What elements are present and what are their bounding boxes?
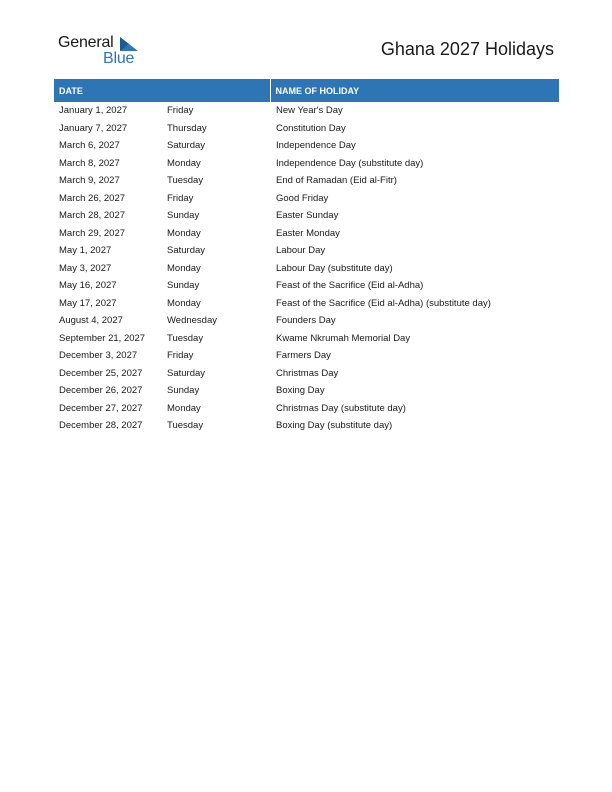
- holiday-weekday: Sunday: [167, 280, 200, 292]
- holiday-date: March 28, 2027: [59, 210, 126, 222]
- column-header-name: NAME OF HOLIDAY: [270, 79, 559, 102]
- holiday-weekday: Wednesday: [167, 315, 217, 327]
- table-row: [54, 190, 559, 208]
- holiday-date: September 21, 2027: [59, 332, 146, 344]
- table-row: [54, 400, 559, 418]
- table-row: [54, 295, 559, 313]
- table-row: [54, 260, 559, 278]
- holiday-weekday: Saturday: [167, 367, 206, 379]
- holiday-weekday: Monday: [167, 402, 201, 414]
- table-row: [54, 120, 559, 138]
- table-row: [54, 277, 559, 295]
- table-row: [54, 417, 559, 435]
- holiday-weekday: Friday: [167, 192, 194, 204]
- column-header-date: DATE: [54, 79, 270, 102]
- table-header-row: [54, 79, 559, 102]
- holiday-weekday: Monday: [167, 227, 201, 239]
- brand-line2: Blue: [103, 50, 135, 67]
- holiday-weekday: Tuesday: [167, 175, 204, 187]
- holiday-weekday: Sunday: [167, 210, 200, 222]
- holiday-date: May 3, 2027: [59, 262, 112, 274]
- table-row: [54, 155, 559, 173]
- holiday-name: Boxing Day (substitute day): [276, 420, 393, 432]
- holiday-date: May 1, 2027: [59, 245, 112, 257]
- table-row: [54, 242, 559, 260]
- holiday-weekday: Monday: [167, 262, 201, 274]
- holiday-name: New Year's Day: [276, 105, 343, 117]
- holiday-date: March 6, 2027: [59, 140, 120, 152]
- brand-logo: [58, 34, 148, 68]
- holiday-weekday: Tuesday: [167, 332, 204, 344]
- holiday-date: March 26, 2027: [59, 192, 126, 204]
- table-row: [54, 102, 559, 120]
- table-row: [54, 207, 559, 225]
- holiday-weekday: Sunday: [167, 385, 200, 397]
- holiday-date: May 17, 2027: [59, 297, 117, 309]
- holiday-date: January 7, 2027: [59, 122, 128, 134]
- holiday-name: Kwame Nkrumah Memorial Day: [276, 332, 411, 344]
- holiday-name: End of Ramadan (Eid al-Fitr): [276, 175, 397, 187]
- table-row: [54, 172, 559, 190]
- holiday-name: Labour Day: [276, 245, 326, 257]
- holiday-name: Christmas Day (substitute day): [276, 402, 406, 414]
- holiday-date: March 8, 2027: [59, 157, 120, 169]
- holiday-weekday: Monday: [167, 297, 201, 309]
- holiday-weekday: Friday: [167, 350, 194, 362]
- holiday-date: May 16, 2027: [59, 280, 117, 292]
- table-row: [54, 137, 559, 155]
- brand-line1: General: [58, 34, 114, 51]
- holiday-name: Feast of the Sacrifice (Eid al-Adha): [276, 280, 424, 292]
- holiday-date: August 4, 2027: [59, 315, 123, 327]
- holiday-date: March 29, 2027: [59, 227, 126, 239]
- holiday-name: Easter Sunday: [276, 210, 339, 222]
- holiday-name: Constitution Day: [276, 122, 346, 134]
- table-body: [54, 102, 559, 435]
- holiday-weekday: Tuesday: [167, 420, 204, 432]
- holiday-date: December 27, 2027: [59, 402, 143, 414]
- holiday-name: Independence Day (substitute day): [276, 157, 424, 169]
- holiday-weekday: Saturday: [167, 245, 206, 257]
- holiday-name: Good Friday: [276, 192, 329, 204]
- holiday-date: December 26, 2027: [59, 385, 143, 397]
- holiday-name: Labour Day (substitute day): [276, 262, 393, 274]
- table-row: [54, 312, 559, 330]
- holiday-name: Feast of the Sacrifice (Eid al-Adha) (substitute day): [276, 297, 491, 309]
- holiday-weekday: Monday: [167, 157, 201, 169]
- holiday-name: Founders Day: [276, 315, 336, 327]
- holiday-table: [54, 79, 559, 435]
- holiday-name: Christmas Day: [276, 367, 339, 379]
- holiday-name: Independence Day: [276, 140, 356, 152]
- table-row: [54, 382, 559, 400]
- holiday-weekday: Saturday: [167, 140, 206, 152]
- holiday-date: January 1, 2027: [59, 105, 128, 117]
- holiday-name: Farmers Day: [276, 350, 331, 362]
- holiday-weekday: Friday: [167, 105, 194, 117]
- holiday-date: December 25, 2027: [59, 367, 143, 379]
- table-row: [54, 330, 559, 348]
- holiday-date: December 28, 2027: [59, 420, 143, 432]
- table-row: [54, 347, 559, 365]
- holiday-name: Boxing Day: [276, 385, 325, 397]
- holiday-date: December 3, 2027: [59, 350, 138, 362]
- holiday-name: Easter Monday: [276, 227, 340, 239]
- page-title: Ghana 2027 Holidays: [380, 39, 554, 59]
- table-row: [54, 225, 559, 243]
- holiday-date: March 9, 2027: [59, 175, 120, 187]
- holiday-weekday: Thursday: [167, 122, 207, 134]
- table-row: [54, 365, 559, 383]
